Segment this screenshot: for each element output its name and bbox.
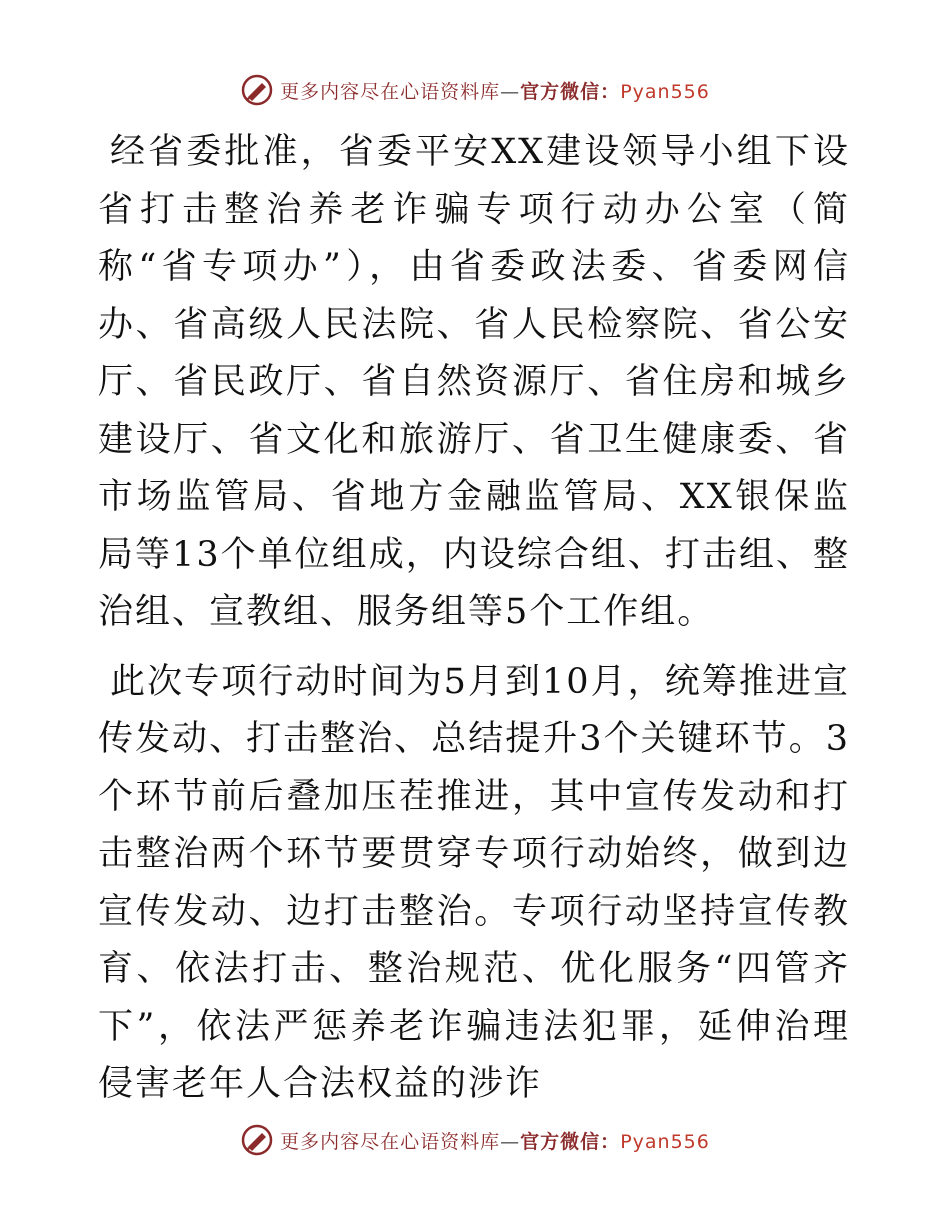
watermark-separator: — [500, 80, 521, 103]
footer-watermark [0, 1120, 950, 1160]
watermark-wechat-id: Pyan556 [620, 1130, 710, 1153]
pen-seal-icon [240, 1123, 274, 1157]
pen-seal-icon [240, 73, 274, 107]
watermark-text [280, 77, 710, 104]
paragraph-1: 经省委批准，省委平安XX建设领导小组下设省打击整治养老诈骗专项行动办公室（简称“省专项办”），由省委政法委、省委网信办、省高级人民法院、省人民检察院、省公安厅、省民政厅、省自然资源厅、省住房和城乡建设厅、省文化和旅游厅、省卫生健康委、省市场监管局、省地方金融监管局、XX银保监局等13个单位组成，内设综合组、打击组、整治组、宣教组、服务组等5个工作组。 [98, 132, 850, 632]
watermark-wechat-label: 官方微信： [520, 80, 621, 103]
watermark-text [280, 1127, 710, 1154]
watermark-wechat-id: Pyan556 [620, 80, 710, 103]
document-body [98, 124, 850, 1126]
watermark-brand: 更多内容尽在心语资料库 [280, 1130, 501, 1153]
watermark-brand: 更多内容尽在心语资料库 [280, 80, 501, 103]
watermark-separator: — [500, 1130, 521, 1153]
header-watermark [0, 70, 950, 110]
watermark-wechat-label: 官方微信： [520, 1130, 621, 1153]
paragraph-2: 此次专项行动时间为5月到10月，统筹推进宣传发动、打击整治、总结提升3个关键环节。3个环节前后叠加压茬推进，其中宣传发动和打击整治两个环节要贯穿专项行动始终，做到边宣传发动、边打击整治。专项行动坚持宣传教育、依法打击、整治规范、优化服务“四管齐下”，依法严惩养老诈骗违法犯罪，延伸治理侵害老年人合法权益的涉诈 [98, 661, 850, 1104]
